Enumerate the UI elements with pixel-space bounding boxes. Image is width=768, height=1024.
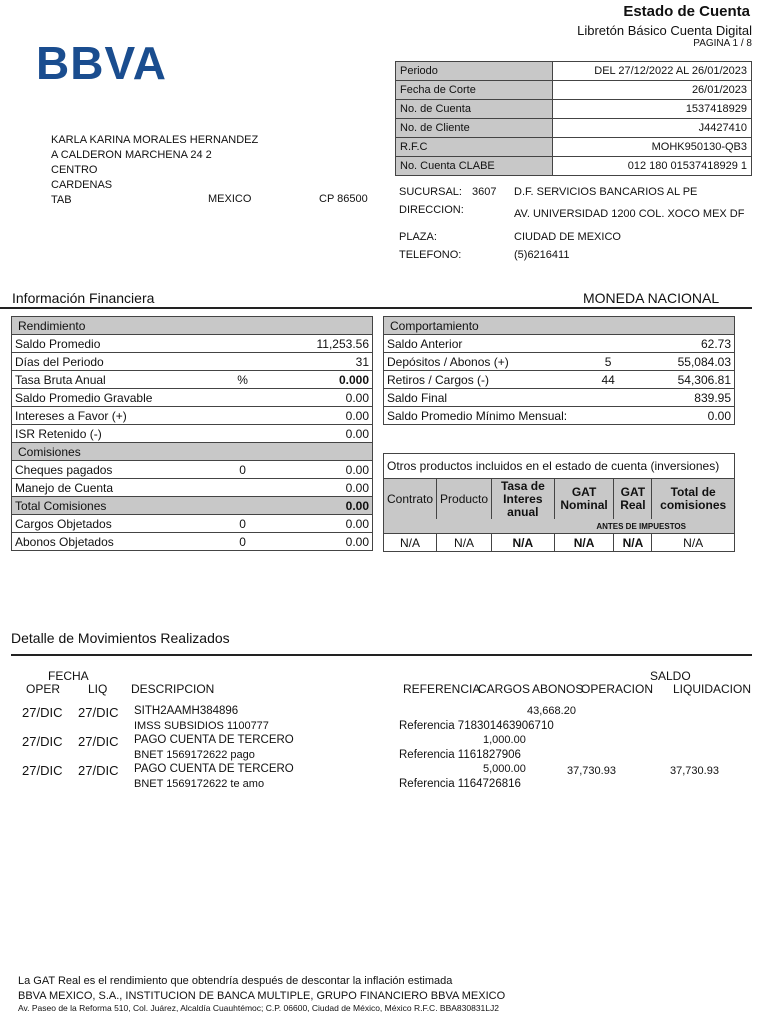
customer-cp: CP 86500 [319, 193, 368, 205]
mov-saldo-liquidacion: 37,730.93 [670, 765, 719, 777]
otros-productos-table [383, 453, 735, 552]
comportamiento-table [383, 316, 735, 425]
col-descripcion: DESCRIPCION [131, 682, 215, 696]
sucursal-number: 3607 [472, 186, 497, 198]
comportamiento-row-value: 54,306.81 [629, 371, 734, 389]
mov-saldo-operacion: 37,730.93 [567, 765, 616, 777]
objetados-row [12, 533, 373, 551]
rendimiento-row-label: Saldo Promedio Gravable [12, 389, 221, 407]
account-info-label: R.F.C [396, 138, 553, 157]
financial-info-title: Información Financiera [12, 290, 155, 306]
rendimiento-row-label: Tasa Bruta Anual [12, 371, 221, 389]
divider [0, 307, 752, 309]
rendimiento-row-label: ISR Retenido (-) [12, 425, 221, 443]
otros-value: N/A [614, 534, 652, 552]
direccion-value: AV. UNIVERSIDAD 1200 COL. XOCO MEX DF [514, 208, 745, 220]
mov-description: PAGO CUENTA DE TERCERO [134, 734, 294, 746]
objetados-row-label: Cargos Objetados [12, 515, 221, 533]
mov-description-detail: IMSS SUBSIDIOS 1100777 [134, 720, 269, 732]
rendimiento-row [12, 407, 373, 425]
otros-col-header: Tasa de Interes anual [492, 479, 555, 520]
footer-address: Av. Paseo de la Reforma 510, Col. Juárez, Alcaldía Cuauhtémoc; C.P. 06600, Ciudad de México, México R.F.C. BBA830831LJ2 [18, 1003, 499, 1013]
rendimiento-row-label: Saldo Promedio [12, 335, 221, 353]
customer-address-line1: A CALDERON MARCHENA 24 2 [51, 149, 212, 161]
comportamiento-row [384, 389, 735, 407]
page-number: PAGINA 1 / 8 [693, 38, 752, 49]
total-comisiones-row [12, 497, 373, 515]
comportamiento-row-value: 0.00 [629, 407, 734, 425]
footer-gat-note: La GAT Real es el rendimiento que obtendría después de descontar la inflación estimada [18, 975, 453, 987]
comisiones-row-count [221, 479, 264, 497]
mov-liq: 27/DIC [78, 763, 119, 778]
rendimiento-row-value: 0.00 [264, 425, 372, 443]
mov-cargo: 5,000.00 [483, 763, 526, 775]
rendimiento-row-label: Intereses a Favor (+) [12, 407, 221, 425]
mov-referencia: Referencia 718301463906710 [399, 720, 554, 732]
comportamiento-row-label: Saldo Final [384, 389, 588, 407]
otros-value: N/A [492, 534, 555, 552]
account-info-label: Periodo [396, 62, 553, 81]
telefono-label: TELEFONO: [399, 249, 462, 261]
comisiones-row-count: 0 [221, 461, 264, 479]
rendimiento-row-value: 0.00 [264, 407, 372, 425]
mov-referencia: Referencia 1164726816 [399, 778, 521, 790]
comisiones-row-label: Manejo de Cuenta [12, 479, 221, 497]
objetados-row-label: Abonos Objetados [12, 533, 221, 551]
otros-value: N/A [652, 534, 735, 552]
objetados-row [12, 515, 373, 533]
comisiones-row-value: 0.00 [264, 479, 372, 497]
sucursal-name: D.F. SERVICIOS BANCARIOS AL PE [514, 186, 698, 198]
comportamiento-row-label: Retiros / Cargos (-) [384, 371, 588, 389]
otros-col-header: GAT Real [614, 479, 652, 520]
col-liquidacion: LIQUIDACION [673, 682, 752, 696]
rendimiento-header: Rendimiento [12, 317, 373, 335]
bbva-logo: BBVA [36, 37, 167, 89]
account-info-row [396, 81, 752, 100]
account-info-row [396, 157, 752, 176]
mov-description: PAGO CUENTA DE TERCERO [134, 763, 294, 775]
otros-value: N/A [384, 534, 437, 552]
total-comisiones-row-count [221, 497, 264, 515]
rendimiento-row-count [221, 353, 264, 371]
account-info-value: 012 180 01537418929 1 [553, 157, 752, 176]
rendimiento-row [12, 371, 373, 389]
rendimiento-row-value: 0.00 [264, 389, 372, 407]
comportamiento-row [384, 407, 735, 425]
comportamiento-row-count: 5 [587, 353, 629, 371]
footer-bank-name: BBVA MEXICO, S.A., INSTITUCION DE BANCA MULTIPLE, GRUPO FINANCIERO BBVA MEXICO [18, 990, 506, 1002]
col-oper: OPER [26, 682, 61, 696]
comportamiento-row-label: Saldo Anterior [384, 335, 588, 353]
customer-country: MEXICO [208, 193, 252, 205]
rendimiento-row-value: 0.000 [264, 371, 372, 389]
rendimiento-row-label: Días del Periodo [12, 353, 221, 371]
mov-oper: 27/DIC [22, 763, 63, 778]
objetados-row-count: 0 [221, 533, 264, 551]
account-info-value: 1537418929 [553, 100, 752, 119]
mov-description-detail: BNET 1569172622 te amo [134, 778, 265, 790]
rendimiento-table [11, 316, 373, 551]
customer-state: TAB [51, 194, 72, 206]
mov-abono: 43,668.20 [527, 705, 576, 717]
account-info-value: 26/01/2023 [553, 81, 752, 100]
plaza-value: CIUDAD DE MEXICO [514, 231, 621, 243]
col-referencia: REFERENCIA [403, 682, 481, 696]
account-info-label: No. de Cliente [396, 119, 553, 138]
comportamiento-row [384, 335, 735, 353]
mov-description-detail: BNET 1569172622 pago [134, 749, 255, 761]
comportamiento-row-count: 44 [587, 371, 629, 389]
comisiones-row-label: Cheques pagados [12, 461, 221, 479]
account-info-row [396, 138, 752, 157]
comisiones-row-value: 0.00 [264, 461, 372, 479]
plaza-label: PLAZA: [399, 231, 437, 243]
rendimiento-row-count [221, 335, 264, 353]
comportamiento-row-value: 55,084.03 [629, 353, 734, 371]
customer-address-line2: CENTRO [51, 164, 98, 176]
mov-oper: 27/DIC [22, 705, 63, 720]
rendimiento-row [12, 389, 373, 407]
mov-liq: 27/DIC [78, 734, 119, 749]
comportamiento-header: Comportamiento [384, 317, 735, 335]
col-liq: LIQ [88, 682, 108, 696]
account-info-label: No. de Cuenta [396, 100, 553, 119]
otros-value: N/A [437, 534, 492, 552]
account-info-value: DEL 27/12/2022 AL 26/01/2023 [553, 62, 752, 81]
total-comisiones-row-label: Total Comisiones [12, 497, 221, 515]
customer-name: KARLA KARINA MORALES HERNANDEZ [51, 134, 259, 146]
direccion-label: DIRECCION: [399, 204, 464, 216]
account-info-label: No. Cuenta CLABE [396, 157, 553, 176]
account-info-row [396, 119, 752, 138]
rendimiento-row [12, 335, 373, 353]
col-cargos: CARGOS [478, 682, 531, 696]
account-info-row [396, 100, 752, 119]
statement-title: Estado de Cuenta [623, 3, 750, 20]
col-fecha: FECHA [48, 669, 89, 683]
account-info-row [396, 62, 752, 81]
comportamiento-row [384, 353, 735, 371]
rendimiento-row-value: 11,253.56 [264, 335, 372, 353]
objetados-row-value: 0.00 [264, 533, 372, 551]
col-operacion: OPERACION [581, 682, 654, 696]
comisiones-header: Comisiones [12, 443, 373, 461]
otros-col-header: Contrato [384, 479, 437, 520]
account-info-value: J4427410 [553, 119, 752, 138]
rendimiento-row-count [221, 407, 264, 425]
col-abonos: ABONOS [532, 682, 584, 696]
rendimiento-row-count [221, 425, 264, 443]
account-info-table [395, 61, 752, 176]
account-info-label: Fecha de Corte [396, 81, 553, 100]
telefono-value: (5)6216411 [514, 249, 570, 261]
comportamiento-row-count [587, 389, 629, 407]
col-saldo: SALDO [650, 669, 691, 683]
sucursal-label: SUCURSAL: [399, 186, 462, 198]
rendimiento-row-count [221, 389, 264, 407]
mov-referencia: Referencia 1161827906 [399, 749, 521, 761]
otros-col-header: Total de comisiones [652, 479, 735, 520]
mov-cargo: 1,000.00 [483, 734, 526, 746]
comportamiento-row-label: Depósitos / Abonos (+) [384, 353, 588, 371]
account-info-value: MOHK950130-QB3 [553, 138, 752, 157]
product-name: Libretón Básico Cuenta Digital [577, 23, 752, 38]
comportamiento-row-value: 62.73 [629, 335, 734, 353]
comportamiento-row [384, 371, 735, 389]
comportamiento-row-label: Saldo Promedio Mínimo Mensual: [384, 407, 588, 425]
mov-liq: 27/DIC [78, 705, 119, 720]
otros-title: Otros productos incluidos en el estado de cuenta (inversiones) [384, 454, 735, 479]
mov-description: SITH2AAMH384896 [134, 705, 239, 717]
rendimiento-row [12, 425, 373, 443]
objetados-row-count: 0 [221, 515, 264, 533]
customer-city: CARDENAS [51, 179, 113, 191]
objetados-row-value: 0.00 [264, 515, 372, 533]
rendimiento-row [12, 353, 373, 371]
rendimiento-row-value: 31 [264, 353, 372, 371]
comportamiento-row-count [587, 335, 629, 353]
comportamiento-row-value: 839.95 [629, 389, 734, 407]
mov-oper: 27/DIC [22, 734, 63, 749]
otros-value: N/A [554, 534, 614, 552]
antes-impuestos-note: ANTES DE IMPUESTOS [384, 519, 735, 534]
movements-title: Detalle de Movimientos Realizados [11, 630, 230, 646]
otros-col-header: Producto [437, 479, 492, 520]
currency-label: MONEDA NACIONAL [583, 290, 720, 306]
comisiones-row [12, 479, 373, 497]
comisiones-row [12, 461, 373, 479]
comportamiento-row-count [587, 407, 629, 425]
divider [11, 654, 752, 656]
otros-col-header: GAT Nominal [554, 479, 614, 520]
total-comisiones-row-value: 0.00 [264, 497, 372, 515]
rendimiento-row-count: % [221, 371, 264, 389]
